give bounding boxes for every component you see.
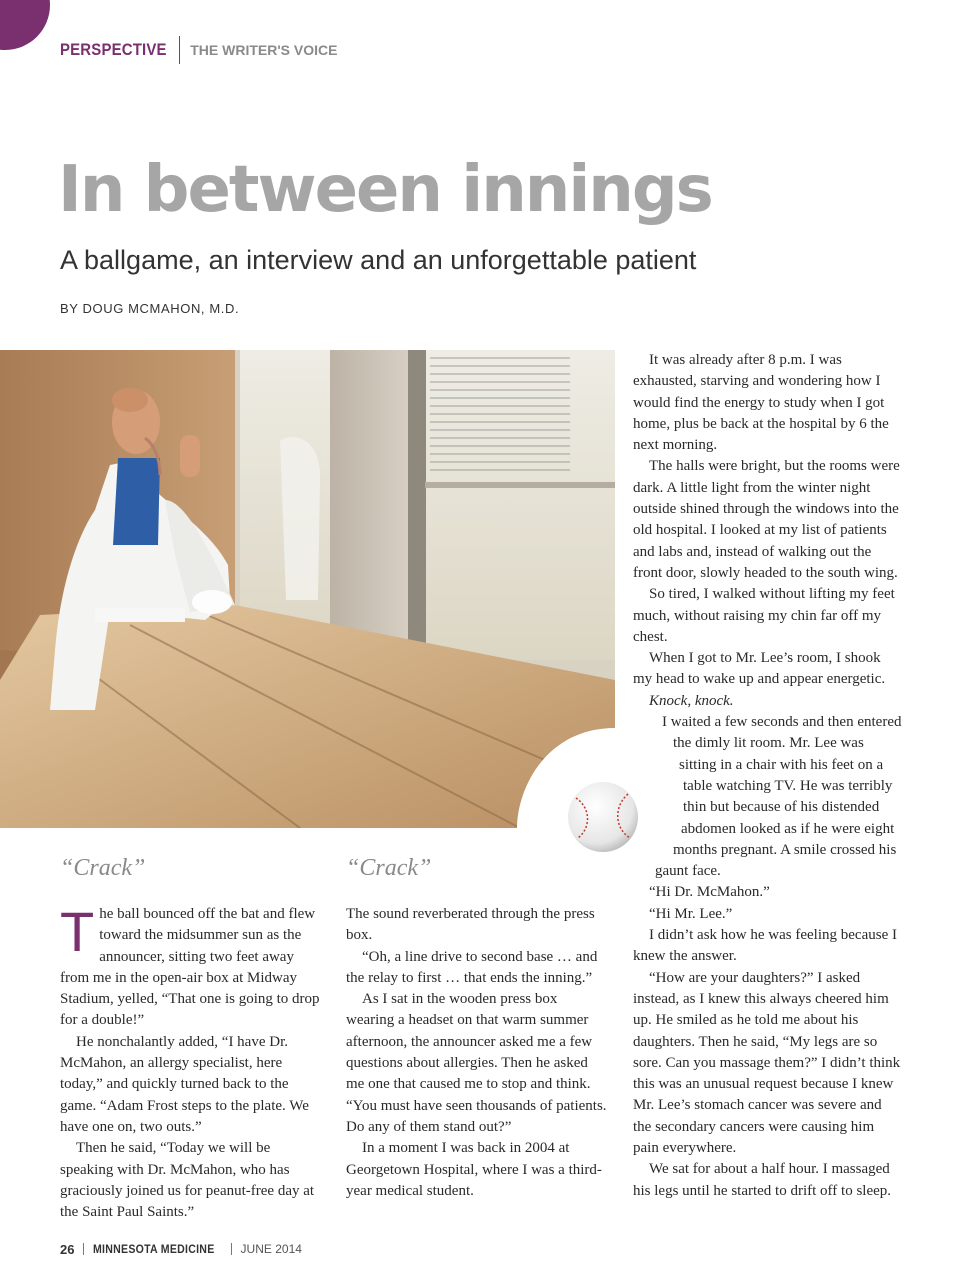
paragraph — [633, 691, 903, 712]
text-wrap-spacer — [633, 712, 662, 733]
footer-divider — [83, 1243, 84, 1255]
paragraph: As I sat in the wooden press box wearing a headset on that warm summer afternoon, the announcer asked me a few questions about allergies. Then he asked me one that caused me to stop and think. “You must have seen thousands of patients. Do any of them stand out?” — [346, 991, 607, 1135]
body-column-middle — [346, 904, 608, 1202]
paragraph: The sound reverberated through the press box. — [346, 906, 595, 944]
body-column-right — [633, 350, 903, 1202]
paragraph: I didn’t ask how he was feeling because I knew the answer. — [633, 927, 897, 965]
paragraph-wrapped — [633, 712, 903, 882]
paragraph: The halls were bright, but the rooms were dark. A little light from the winter night outside shined through the windows into the old hospital. I looked at my list of patients and labs and, instead of walking out the front door, slowly headed to the south wing. — [633, 458, 900, 581]
paragraph: “Hi Dr. McMahon.” — [649, 884, 770, 901]
baseball-icon — [566, 780, 640, 854]
text-wrap-spacer — [633, 776, 683, 797]
paragraph: We sat for about a half hour. I massaged his legs until he started to drift off to sleep. — [633, 1161, 892, 1199]
paragraph: Then he said, “Today we will be speaking with Dr. McMahon, who has graciously joined us for peanut-free day at the Saint Paul Saints.” — [60, 1140, 315, 1221]
paragraph: When I got to Mr. Lee’s room, I shook my head to wake up and appear energetic. — [633, 650, 886, 688]
footer-divider — [231, 1243, 232, 1255]
paragraph-text: I waited a few seconds and then entered the dimly lit room. Mr. Lee was sitting in a chair with his feet on a table watching TV. He was terribly thin but because of his distended abdomen looked as if he were eight months pregnant. A smile crossed his gaunt face. — [655, 714, 902, 880]
opening-paragraph — [60, 900, 325, 1032]
text-wrap-spacer — [633, 840, 673, 861]
section-kicker: “Crack” — [60, 855, 146, 881]
paragraph: In a moment I was back in 2004 at Georgetown Hospital, where I was a third-year medical student. — [346, 1140, 602, 1199]
paragraph: “Hi Mr. Lee.” — [649, 905, 733, 922]
doctor-photo — [0, 350, 615, 828]
section-label: PERSPECTIVE — [60, 40, 167, 59]
paragraph: “Oh, a line drive to second base … and the relay to first … that ends the inning.” — [346, 948, 598, 986]
text-wrap-spacer — [633, 797, 683, 818]
paragraph: It was already after 8 p.m. I was exhausted, starving and wondering how I would find the energy to study when I got home, plus be back at the hospital by 6 the next morning. — [633, 352, 889, 454]
text-wrap-spacer — [633, 733, 673, 754]
article-subtitle: A ballgame, an interview and an unforgettable patient — [60, 245, 697, 275]
paragraph-text: he ball bounced off the bat and flew toward the midsummer sun as the announcer, sitting two feet away from me in the open-air box at Midway Stadium, yelled, “That one is going to drop for a double!” — [60, 906, 320, 1029]
running-head — [60, 36, 337, 64]
page-number: 26 — [60, 1241, 75, 1257]
text-wrap-spacer — [633, 755, 679, 776]
paragraph: He nonchalantly added, “I have Dr. McMahon, an allergy specialist, here today,” and quickly turned back to the game. “Adam Frost steps to the plate. We have one on, two outs.” — [60, 1033, 309, 1135]
page-footer — [60, 1240, 302, 1258]
text-wrap-spacer — [633, 861, 655, 882]
section-kicker: “Crack” — [346, 855, 432, 881]
body-column-left — [60, 900, 325, 1223]
issue-date: JUNE 2014 — [240, 1242, 302, 1256]
magazine-name: MINNESOTA MEDICINE — [93, 1242, 215, 1256]
paragraph: “How are your daughters?” I asked instead, as I knew this always cheered him up. He smiled as he told me about his daughters. Then he said, “My legs are so sore. Can you massage them?” I didn’t think this was an unusual request because I knew Mr. Lee’s stomach cancer was severe and the secondary cancers were causing him pain everywhere. — [633, 969, 901, 1156]
article-title: In between innings — [58, 153, 712, 227]
section-sublabel: THE WRITER'S VOICE — [190, 42, 338, 58]
corner-tab — [0, 0, 50, 50]
text-wrap-spacer — [633, 819, 681, 840]
header-divider — [179, 36, 180, 64]
emphasis-text: Knock, knock. — [649, 692, 734, 709]
drop-cap: T — [60, 900, 95, 963]
paragraph: So tired, I walked without lifting my feet much, without raising my chin far off my chest. — [633, 586, 895, 645]
byline: BY DOUG MCMAHON, M.D. — [60, 301, 240, 316]
